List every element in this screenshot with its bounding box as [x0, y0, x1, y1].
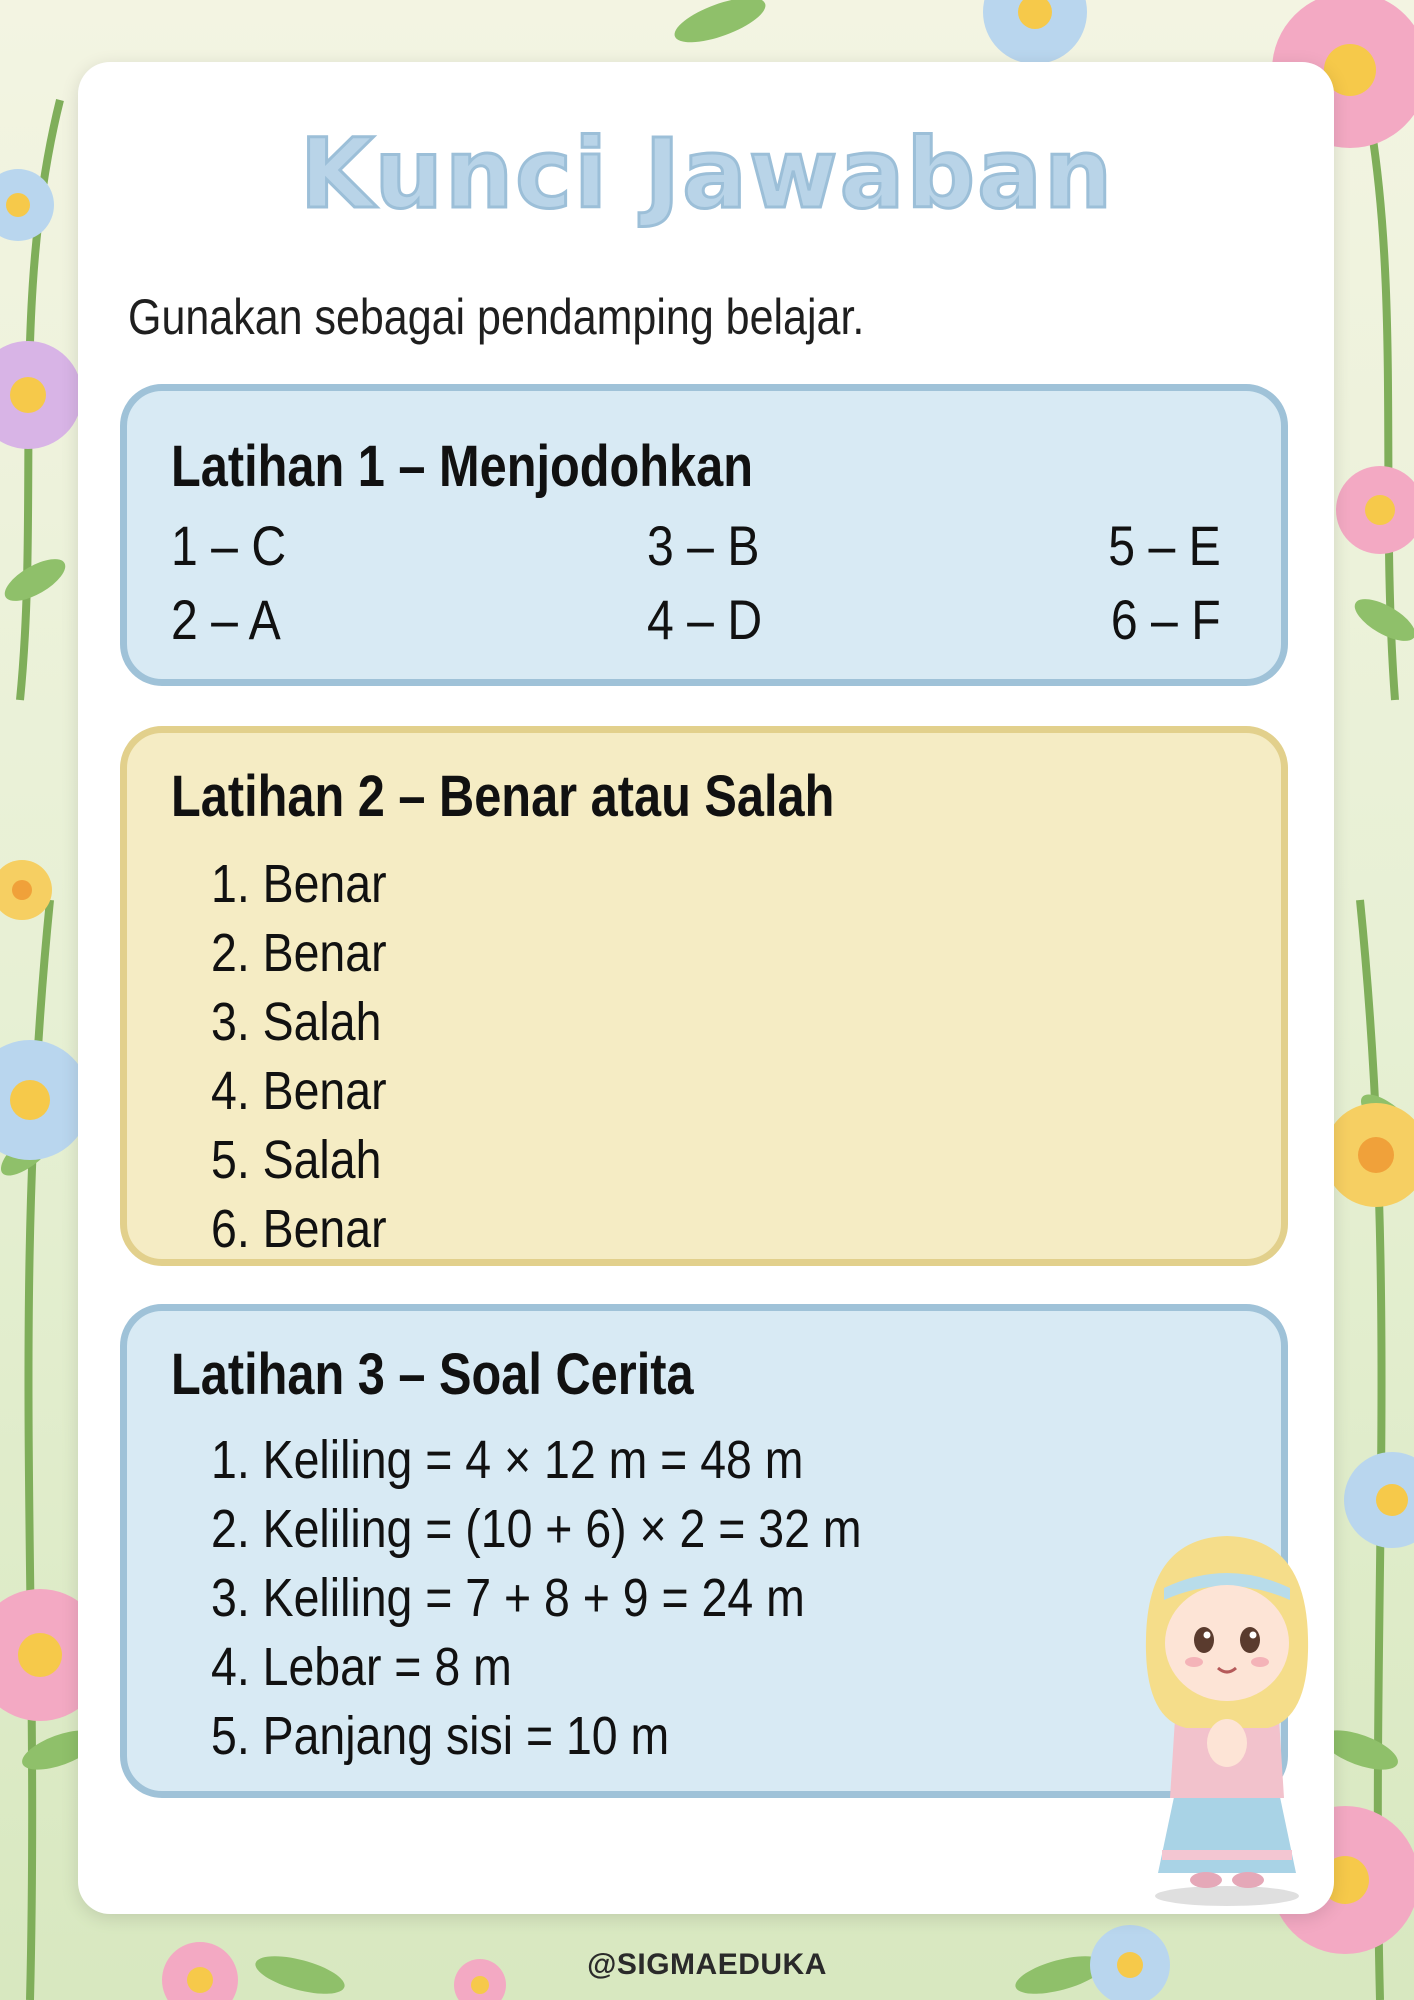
list-item: 1. Keliling = 4 × 12 m = 48 m [211, 1430, 804, 1490]
list-item: 2. Keliling = (10 + 6) × 2 = 32 m [211, 1499, 862, 1559]
answer-pair: 6 – F [1111, 588, 1221, 651]
list-item: 4. Benar [211, 1061, 387, 1121]
list-item: 3. Salah [211, 992, 382, 1052]
latihan-1-box [120, 384, 1288, 686]
latihan-2-box [120, 726, 1288, 1266]
answer-pair: 2 – A [171, 588, 281, 651]
list-item: 6. Benar [211, 1199, 387, 1259]
answer-pair: 3 – B [647, 514, 760, 577]
latihan-3-box [120, 1304, 1288, 1798]
list-item: 5. Panjang sisi = 10 m [211, 1706, 670, 1766]
latihan-2-heading: Latihan 2 – Benar atau Salah [171, 764, 835, 829]
list-item: 1. Benar [211, 854, 387, 914]
list-item: 4. Lebar = 8 m [211, 1637, 512, 1697]
list-item: 5. Salah [211, 1130, 382, 1190]
answer-pair: 4 – D [647, 588, 763, 651]
answer-pair: 5 – E [1108, 514, 1221, 577]
list-item: 3. Keliling = 7 + 8 + 9 = 24 m [211, 1568, 805, 1628]
latihan-1-heading: Latihan 1 – Menjodohkan [171, 434, 754, 499]
answer-pair: 1 – C [171, 514, 287, 577]
list-item: 2. Benar [211, 923, 387, 983]
credit-watermark: @SIGMAEDUKA [587, 1948, 827, 1981]
latihan-3-heading: Latihan 3 – Soal Cerita [171, 1342, 694, 1407]
page-title: Kunci Jawaban [299, 118, 1115, 230]
subtitle: Gunakan sebagai pendamping belajar. [128, 289, 865, 345]
hijab-girl-illustration [1118, 1528, 1336, 1908]
